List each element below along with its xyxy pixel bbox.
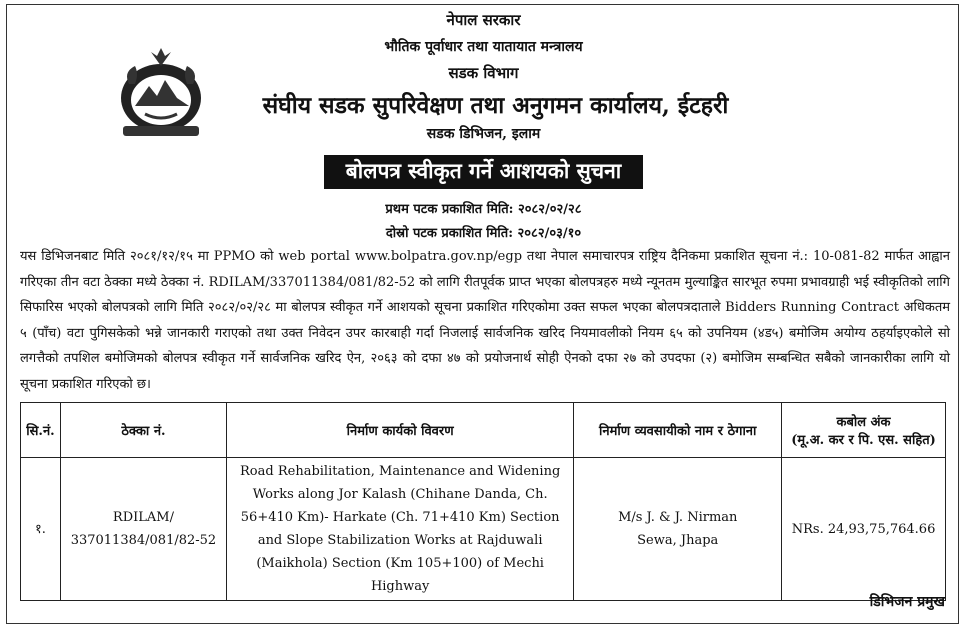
first-published-date: प्रथम पटक प्रकाशित मिति: २०८२/०२/२८ (385, 202, 582, 217)
contract-no-line1: RDILAM/ (112, 510, 174, 525)
government-name: नेपाल सरकार (446, 11, 521, 29)
department-name: सडक विभाग (448, 64, 519, 82)
header-amount-line1: कबोल अंक (836, 415, 891, 430)
division-name: सडक डिभिजन, इलाम (426, 126, 541, 142)
second-published-date: दोस्रो पटक प्रकाशित मिति: २०८२/०३/१० (385, 226, 582, 241)
cell-description: Road Rehabilitation, Maintenance and Widening Works along Jor Kalash (Chihane Danda, Ch. 56+410 Km)- Harkate (Ch. 71+410 Km) Section and Slope Stabilization Works at Rajduwali (Maikhola) Section (Km 105+100) of Mechi Highway (226, 458, 573, 601)
cell-contract-no (60, 458, 226, 601)
contractor-line1: M/s J. & J. Nirman (618, 510, 738, 525)
header-amount (782, 403, 946, 458)
cell-amount: NRs. 24,93,75,764.66 (782, 458, 946, 601)
table-header-row (21, 403, 946, 458)
ministry-name: भौतिक पूर्वाधार तथा यातायात मन्त्रालय (384, 39, 583, 55)
cell-contractor (574, 458, 782, 601)
header-description: निर्माण कार्यको विवरण (226, 403, 573, 458)
contractor-line2: Sewa, Jhapa (637, 533, 719, 548)
header-amount-line2: (मू.अ. कर र पि. एस. सहित) (791, 433, 936, 448)
table-row (21, 458, 946, 601)
cell-sn: १. (21, 458, 61, 601)
signature-title: डिभिजन प्रमुख (869, 594, 945, 610)
contract-no-line2: 337011384/081/82-52 (70, 533, 217, 548)
header-contractor: निर्माण व्यवसायीको नाम र ठेगाना (574, 403, 782, 458)
office-name: संघीय सडक सुपरिवेक्षण तथा अनुगमन कार्यालय, ईटहरी (262, 92, 729, 119)
notice-title: बोलपत्र स्वीकृत गर्ने आशयको सुचना (324, 155, 643, 189)
notice-body: यस डिभिजनबाट मिति २०८१/१२/१५ मा PPMO को web portal www.bolpatra.gov.np/egp तथा नेपाल समाचारपत्र राष्ट्रिय दैनिकमा प्रकाशित सूचना नं.: 10-081-82 मार्फत आह्वान गरिएका तीन वटा ठेक्का मध्ये ठेक्का नं. RDILAM/337011384/081/82-52 को लागि रीतपूर्वक प्राप्त भएका बोलपत्रहरु मध्ये न्यूनतम मुल्याङ्कित सारभूत रुपमा प्रभावग्राही भई स्वीकृतिको लागि सिफारिस भएको बोलपत्रको लागि मिति २०८२/०२/२८ मा बोलपत्र स्वीकृत गर्ने आशयको सूचना प्रकाशित गरिएकोमा उक्त सफल भएका बोलपत्रदाताले Bidders Running Contract अधिकतम ५ (पाँच) वटा पुगिसकेको भन्ने जानकारी गराएको तथा उक्त निवेदन उपर कारबाही गर्दा निजलाई सार्वजनिक खरिद नियमावलीको नियम ६५ को उपनियम (४ड५) बमोजिम अयोग्य ठहर्याइएकोले सो लगत्तैको तपशिल बमोजिमको बोलपत्र स्वीकृत गर्ने सार्वजनिक खरिद ऐन, २०६३ को दफा ४७ को प्रयोजनार्थ सोही ऐनको दफा २७ को उपदफा (२) बमोजिम सम्बन्धित सबैको जानकारीका लागि यो सूचना प्रकाशित गरिएको छ। (20, 249, 950, 392)
header-contract-no: ठेक्का नं. (60, 403, 226, 458)
award-table (20, 402, 946, 601)
header-sn: सि.नं. (21, 403, 61, 458)
